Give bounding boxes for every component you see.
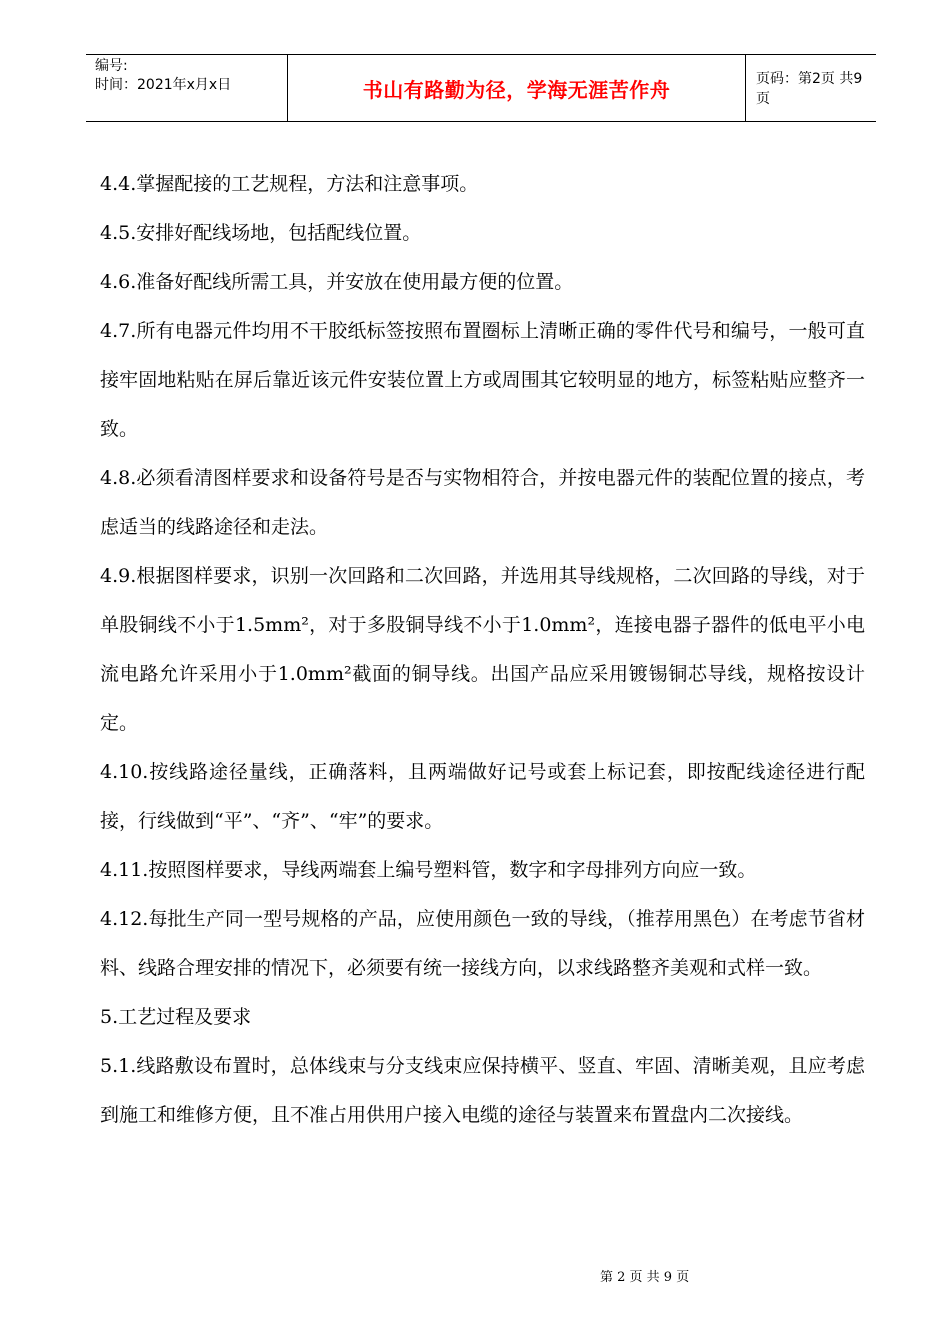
paragraph-4-9: 4.9.根据图样要求，识别一次回路和二次回路，并选用其导线规格，二次回路的导线，对于单股铜线不小于1.5mm²，对于多股铜导线不小于1.0mm²，连接电器子器件的低电平小电流电路允许采用小于1.0mm²截面的铜导线。出国产品应采用镀锡铜芯导线，规格按设计定。 (100, 565, 865, 734)
page-footer: 第 2 页 共 9 页 (600, 1270, 690, 1285)
header-motto: 书山有路勤为径，学海无涯苦作舟 (288, 55, 746, 121)
paragraph-4-8: 4.8.必须看清图样要求和设备符号是否与实物相符合，并按电器元件的装配位置的接点，考虑适当的线路途径和走法。 (100, 467, 865, 538)
paragraph-4-12: 4.12.每批生产同一型号规格的产品，应使用颜色一致的导线，（推荐用黑色）在考虑节省材料、线路合理安排的情况下，必须要有统一接线方向，以求线路整齐美观和式样一致。 (100, 908, 865, 979)
paragraph-4-7: 4.7.所有电器元件均用不干胶纸标签按照布置圈标上清晰正确的零件代号和编号，一般可直接牢固地粘贴在屏后靠近该元件安装位置上方或周围其它较明显的地方，标签粘贴应整齐一致。 (100, 320, 865, 440)
paragraph-4-10: 4.10.按线路途径量线，正确落料，且两端做好记号或套上标记套，即按配线途径进行配接，行线做到“平”、“齐”、“牢”的要求。 (100, 761, 865, 832)
document-number-label: 编号: (95, 58, 128, 74)
document-date: 时间：2021年x月x日 (95, 77, 232, 93)
paragraph-4-6: 4.6.准备好配线所需工具，并安放在使用最方便的位置。 (100, 271, 574, 293)
section-heading-5: 5.工艺过程及要求 (100, 1006, 252, 1028)
header-page-info: 页码：第2页 共9页 (756, 71, 863, 107)
paragraph-5-1: 5.1.线路敷设布置时，总体线束与分支线束应保持横平、竖直、牢固、清晰美观，且应考虑到施工和维修方便，且不准占用供用户接入电缆的途径与装置来布置盘内二次接线。 (100, 1055, 865, 1126)
paragraph-4-4: 4.4.掌握配接的工艺规程，方法和注意事项。 (100, 173, 479, 195)
header-meta (86, 55, 288, 121)
paragraph-4-11: 4.11.按照图样要求，导线两端套上编号塑料管，数字和字母排列方向应一致。 (100, 859, 757, 881)
page-header (86, 54, 876, 122)
paragraph-4-5: 4.5.安排好配线场地，包括配线位置。 (100, 222, 422, 244)
document-body (100, 160, 865, 1140)
